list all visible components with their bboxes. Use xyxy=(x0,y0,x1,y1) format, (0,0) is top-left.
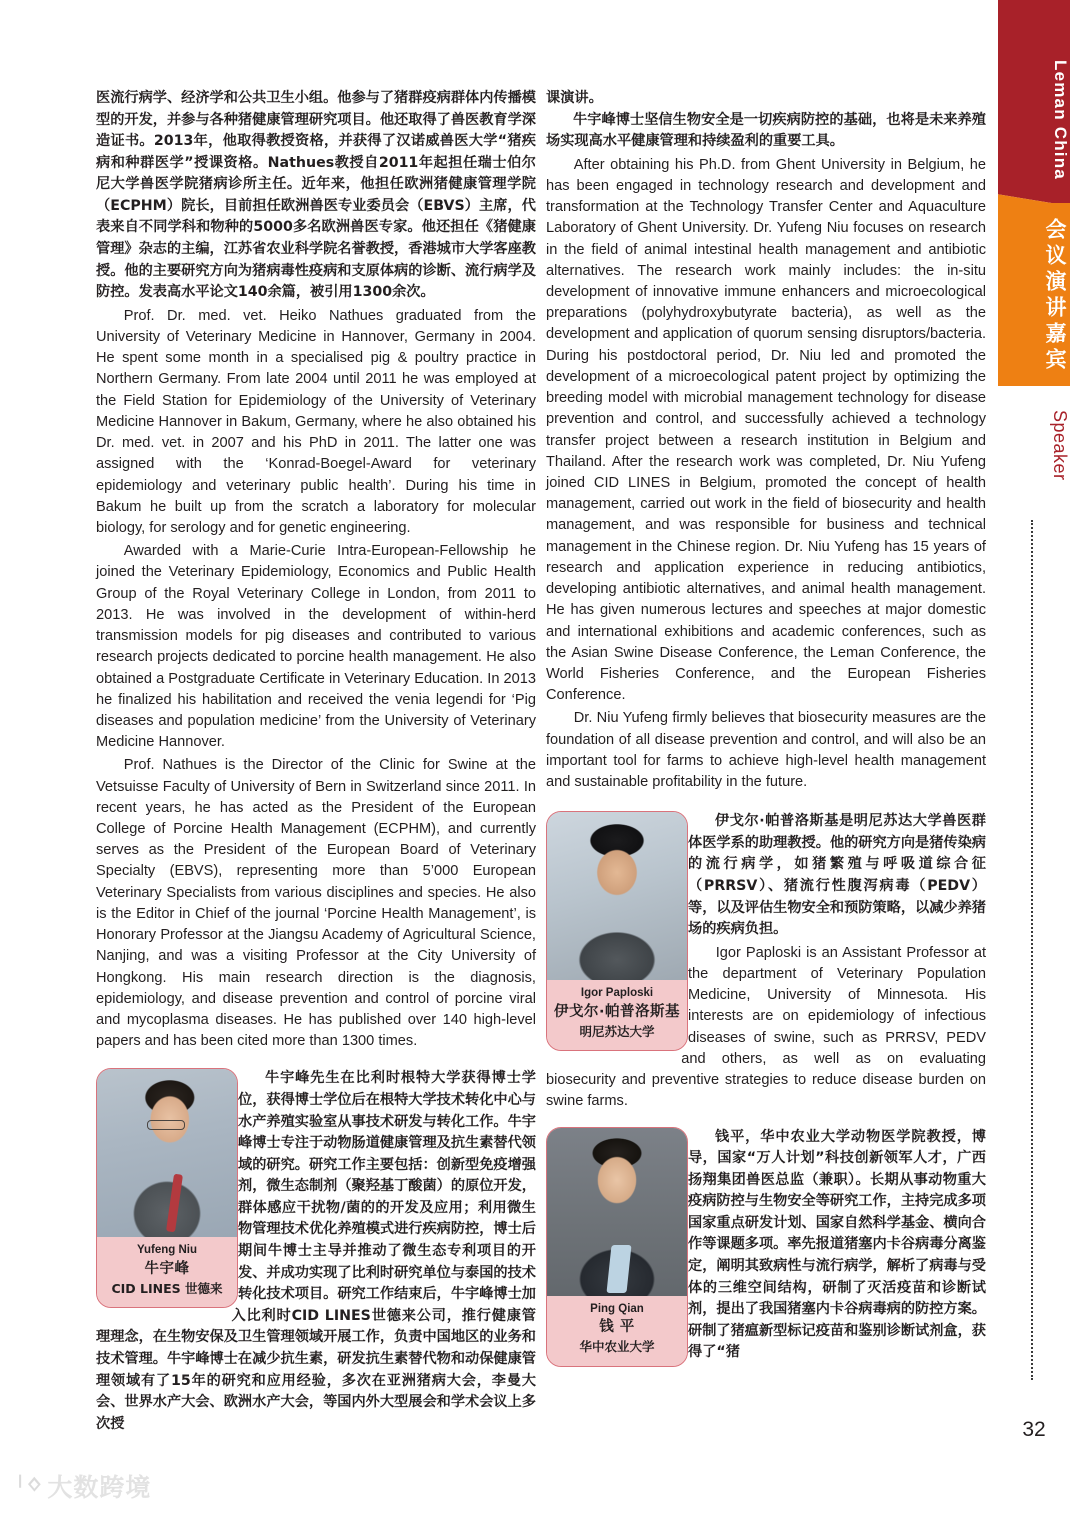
speaker-name-cn: 钱 平 xyxy=(599,1319,635,1336)
paragraph-nathues-cn-continued: 医流行病学、经济学和公共卫生小组。他参与了猪群疫病群体内传播模型的开发，并参与各种猪健康管理研究项目。他还取得了兽医教育学深造证书。2013年，他取得教授资格，并获得了汉诺威兽医大学“猪疾病和种群医学”授课资格。Nathues教授自2011年起担任瑞士伯尔尼大学兽医学院猪病诊所主任。近年来，他担任欧洲猪健康管理学院（ECPHM）院长，目前担任欧洲兽医专业委员会（EBVS）主席，代表来自不同学科和物种的5000多名欧洲兽医专家。他还担任《猪健康管理》杂志的主编，江苏省农业科学院名誉教授，香港城市大学客座教授。他的主要研究方向为猪病毒性疫病和支原体病的诊断、流行病学及防控。发表高水平论文140余篇，被引用1300余次。 xyxy=(96,90,536,301)
speaker-name-cn: 伊戈尔·帕普洛斯基 xyxy=(553,1003,680,1020)
paragraph-nathues-en-1: Prof. Dr. med. vet. Heiko Nathues graduated from the University of Veterinary Medicine in Hannover, Germany in 2004. He spent some month in a specialised pig & poultry practice in Northern Germany. From late 2004 until 2011 he was employed at the Field Station for Epidemiology of the University of Veterinary Medicine Hannover in Bakum, Germany, where he also obtained his Dr. med. vet. in 2007 and his PhD in 2011. The latter one was assigned with the ‘Konrad-Boegel-Award for veterinary epidemiology and veterinary public health’. During his time in Bakum he built up from the scratch a laboratory for molecular biology, for serology and for genetic engineering. xyxy=(96,307,536,536)
glasses-detail xyxy=(147,1120,185,1130)
paragraph-niu-cn-belief: 牛宇峰博士坚信生物安全是一切疾病防控的基础，也将是未来养殖场实现高水平健康管理和持续盈利的重要工具。 xyxy=(546,111,986,150)
side-tab xyxy=(990,0,1080,1525)
paragraph-nathues-en-3: Prof. Nathues is the Director of the Clinic for Swine at the Vetsuisse Faculty of University of Bern in Switzerland since 2011. In recent years, he has acted as the President of the European College of Porcine Health Management (ECPHM), and currently serves as the President of the European Board of Veterinary Specialty (EBVS), representing more than 5’000 European Veterinary Specialists from various disciplines and species. He also is the Editor in Chief of the journal ‘Porcine Health Management’, is Honorary Professor at the Jiangsu Academy of Agricultural Science, Nanjing, and was a visiting Professor at the City University of Hongkong. His main research direction is the diagnosis, epidemiology, and disease prevention and control of porcine viral and mycoplasma diseases. He has published over 140 high-level papers and has been cited more than 1300 times. xyxy=(96,757,536,1050)
side-tab-dotted-rule xyxy=(1031,520,1033,1380)
watermark xyxy=(12,1468,151,1504)
paragraph-nathues-en-2: Awarded with a Marie-Curie Intra-European-Fellowship he joined the Veterinary Epidemiology, Economics and Public Health Group of the Royal Veterinary College in London, from 2011 to 2013. He was involved in the development of within-herd transmission models for pig diseases and contributed to various research projects dedicated to porcine health management. He also obtained a Postgraduate Certificate in Veterinary Education. In 2013 he finalized his habilitation and received the venia legendi for ‘Pig diseases and population medicine’ from the University of Veterinary Medicine Hannover. xyxy=(96,543,536,751)
side-tab-brand-en: Leman China xyxy=(1051,60,1070,180)
speaker-name-en: Yufeng Niu xyxy=(136,1244,198,1257)
speaker-caption-igor-paploski xyxy=(547,980,687,1050)
speaker-name-cn: 牛宇峰 xyxy=(144,1260,190,1277)
paragraph-qian-cn: 钱平，华中农业大学动物医学院教授，博导，国家“万人计划”科技创新领军人才，广西扬翔集团兽医总监（兼职）。长期从事动物重大疫病防控与生物安全等研究工作，主持完成多项国家重点研发计划、国家自然科学基金、横向合作等课题多项。率先报道猪塞内卡谷病毒分离鉴定，阐明其致病性与流行病学，解析了病毒与受体的三维空间结构，研制了灭活疫苗和诊断试剂，提出了我国猪塞内卡谷病毒病的防控方案。研制了猪瘟新型标记疫苗和鉴别诊断试剂盒，获得了“猪 xyxy=(688,1128,986,1361)
paragraph-paploski-cn: 伊戈尔·帕普洛斯基是明尼苏达大学兽医群体医学系的助理教授。他的研究方向是猪传染病的流行病学，如猪繁殖与呼吸道综合征（PRRSV）、猪流行性腹泻病毒（PEDV）等，以及评估生物安全和预防策略，以减少养猪场的疾病负担。 xyxy=(688,813,986,938)
watermark-logo-icon: ᛌᛜ xyxy=(12,1470,41,1502)
speaker-caption-yufeng-niu xyxy=(97,1237,237,1307)
paragraph-paploski-en: Igor Paploski is an Assistant Professor at the department of Veterinary Population Medicine, University of Minnesota. His interests are on epidemiology of infectious diseases of swine, such as PRRSV, PEDV and others, as well as on evaluating biosecurity and preventive strategies to reduce disease burden on swine farms. xyxy=(546,944,986,1110)
left-text-column xyxy=(96,88,536,1435)
watermark-text: 大数跨境 xyxy=(47,1473,152,1502)
side-tab-brand-cn: 会议演讲嘉宾 xyxy=(1043,218,1067,374)
page-number: 32 xyxy=(1022,1418,1046,1441)
speaker-photo-igor-paploski xyxy=(547,812,687,980)
side-tab-section-label: Speaker xyxy=(1050,410,1070,481)
speaker-name-en: Igor Paploski xyxy=(580,987,654,1000)
speaker-affiliation-cn: 华中农业大学 xyxy=(579,1339,655,1355)
speaker-caption-ping-qian xyxy=(547,1296,687,1366)
speaker-card-ping-qian xyxy=(546,1127,688,1367)
shirt-detail xyxy=(606,1245,631,1293)
speaker-card-igor-paploski xyxy=(546,811,688,1051)
paragraph-niu-cn: 牛宇峰先生在比利时根特大学获得博士学位，获得博士学位后在根特大学技术转化中心与水产养殖实验室从事技术研发与转化工作。牛宇峰博士专注于动物肠道健康管理及抗生素替代领域的研究。研究工作主要包括：创新型免疫增强剂，微生态制剂（聚羟基丁酸菌）的原位开发，群体感应干扰物/菌的的开发及应用；利用微生物管理技术优化养殖模式进行疾病防控，博士后期间牛博士主导并推动了微生态专利项目的开发、并成功实现了比利时研究单位与泰国的技术转化技术项目。研究工作结束后，牛宇峰博士加入比利时CID LINES世德来公司，推行健康管理理念，在生物安保及卫生管理领域开展工作，负责中国地区的业务和技术管理。牛宇峰博士在减少抗生素，研发抗生素替代物和动保健康管理领域有了15年的研究和应用经验，多次在亚洲猪病大会，李曼大会、世界水产大会、欧洲水产大会，等国内外大型展会和学术会议上多次授 xyxy=(96,1070,536,1432)
paragraph-niu-en-2: Dr. Niu Yufeng firmly believes that biosecurity measures are the foundation of all disease prevention and control, and will also be an important tool for farms to achieve high-level health management and sustainable profitability in the future. xyxy=(546,710,986,791)
speaker-name-en: Ping Qian xyxy=(590,1302,644,1315)
lanyard-detail xyxy=(166,1173,183,1232)
speaker-affiliation-cn: 明尼苏达大学 xyxy=(579,1023,655,1039)
right-text-column xyxy=(546,88,986,1371)
speaker-affiliation-cn: CID LINES 世德来 xyxy=(111,1280,223,1296)
speaker-card-yufeng-niu xyxy=(96,1068,238,1308)
speaker-photo-yufeng-niu xyxy=(97,1069,237,1237)
paragraph-niu-cn-tail: 课演讲。 xyxy=(546,90,603,106)
speaker-photo-ping-qian xyxy=(547,1128,687,1296)
paragraph-niu-en-1: After obtaining his Ph.D. from Ghent University in Belgium, he has been engaged in technology research and development and transformation at the Technology Transfer Center and Aquaculture Laboratory of Ghent University. Dr. Yufeng Niu focuses on research in the field of animal intestinal health management and antibiotic alternatives. The research work mainly includes: the in-situ development of innovative immune enhancers and microecological preparations (polyhydroxybutyrate bacteria), as well as the development and application of quorum sensing disruptors/bacteria. During his postdoctoral period, Dr. Niu led and promoted the development of a microecological patent project by optimizing the breeding model with microbial management technology for disease prevention and control, and successfully achieved a technology transfer project between a research institution in Belgium and Thailand. After the research work was completed, Dr. Niu Yufeng joined CID LINES in Belgium, promoted the concept of health management, carried out work in the field of biosecurity and health management, and was responsible for business and technical management in the Chinese region. Dr. Niu Yufeng has 15 years of research and application experience in reducing antibiotics, developing antibiotic alternatives, and animal health management. He has given numerous lectures and speeches at major domestic and international exhibitions and academic conferences, such as the Asian Swine Disease Conference, the Leman Conference, the World Fisheries Conference, and the European Fisheries Conference. xyxy=(546,156,986,704)
